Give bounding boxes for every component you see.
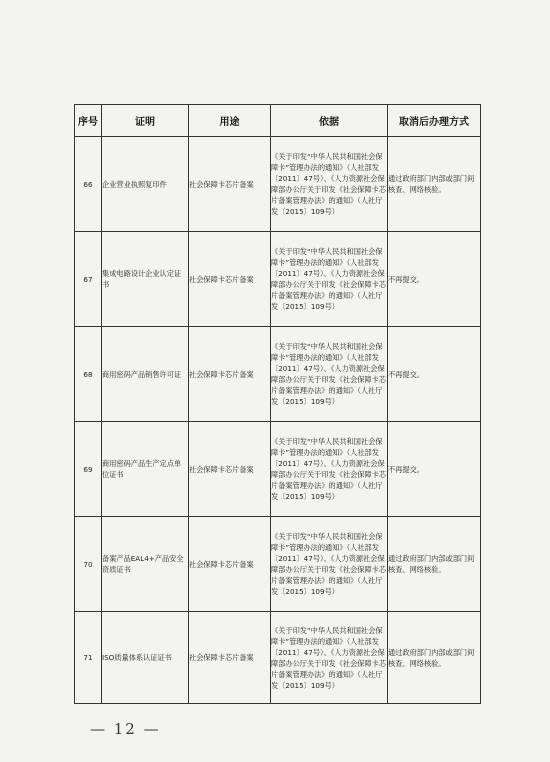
handling-method: 通过政府部门内部或部门间核查、网络核验。 [388,612,481,704]
legal-basis: 《关于印发“中华人民共和国社会保障卡”管理办法的通知》（人社部发〔2011〕47号）、《人力资源社会保障部办公厅关于印发《社会保障卡芯片备案管理办法》的通知》（人社厅发〔2015〕109号） [271,232,388,327]
certificate-use: 社会保障卡芯片备案 [189,422,271,517]
legal-basis: 《关于印发“中华人民共和国社会保障卡”管理办法的通知》（人社部发〔2011〕47号）、《人力资源社会保障部办公厅关于印发《社会保障卡芯片备案管理办法》的通知》（人社厅发〔2015〕109号） [271,517,388,612]
row-number: 66 [75,137,102,232]
table-row [75,517,481,612]
handling-method: 通过政府部门内部或部门间核查、网络核验。 [388,517,481,612]
table-row [75,422,481,517]
certificate-use: 社会保障卡芯片备案 [189,232,271,327]
table-header-row [75,105,481,137]
table-row [75,232,481,327]
certificate-name: 备案产品EAL4+产品安全资质证书 [102,517,189,612]
certificate-name: ISO质量体系认证证书 [102,612,189,704]
legal-basis: 《关于印发“中华人民共和国社会保障卡”管理办法的通知》（人社部发〔2011〕47号）、《人力资源社会保障部办公厅关于印发《社会保障卡芯片备案管理办法》的通知》（人社厅发〔2015〕109号） [271,422,388,517]
header-handling-method: 取消后办理方式 [388,105,481,137]
certificate-name: 商用密码产品生产定点单位证书 [102,422,189,517]
legal-basis: 《关于印发“中华人民共和国社会保障卡”管理办法的通知》（人社部发〔2011〕47号）、《人力资源社会保障部办公厅关于印发《社会保障卡芯片备案管理办法》的通知》（人社厅发〔2015〕109号） [271,327,388,422]
certificate-use: 社会保障卡芯片备案 [189,612,271,704]
header-basis: 依据 [271,105,388,137]
header-serial-number: 序号 [75,105,102,137]
legal-basis: 《关于印发“中华人民共和国社会保障卡”管理办法的通知》（人社部发〔2011〕47号）、《人力资源社会保障部办公厅关于印发《社会保障卡芯片备案管理办法》的通知》（人社厅发〔2015〕109号） [271,137,388,232]
header-use: 用途 [189,105,271,137]
certificate-table [74,104,481,704]
row-number: 67 [75,232,102,327]
certificate-use: 社会保障卡芯片备案 [189,327,271,422]
row-number: 71 [75,612,102,704]
handling-method: 不再提交。 [388,422,481,517]
row-number: 70 [75,517,102,612]
page-number: — 12 — [90,720,161,738]
row-number: 68 [75,327,102,422]
table-row [75,137,481,232]
table-row [75,612,481,704]
certificate-use: 社会保障卡芯片备案 [189,517,271,612]
certificate-name: 集成电路设计企业认定证书 [102,232,189,327]
legal-basis: 《关于印发“中华人民共和国社会保障卡”管理办法的通知》（人社部发〔2011〕47号）、《人力资源社会保障部办公厅关于印发《社会保障卡芯片备案管理办法》的通知》（人社厅发〔2015〕109号） [271,612,388,704]
handling-method: 通过政府部门内部或部门间核查、网络核验。 [388,137,481,232]
table-row [75,327,481,422]
row-number: 69 [75,422,102,517]
handling-method: 不再提交。 [388,327,481,422]
header-certificate: 证明 [102,105,189,137]
certificate-use: 社会保障卡芯片备案 [189,137,271,232]
handling-method: 不再提交。 [388,232,481,327]
certificate-name: 商用密码产品销售许可证 [102,327,189,422]
certificate-name: 企业营业执照复印件 [102,137,189,232]
